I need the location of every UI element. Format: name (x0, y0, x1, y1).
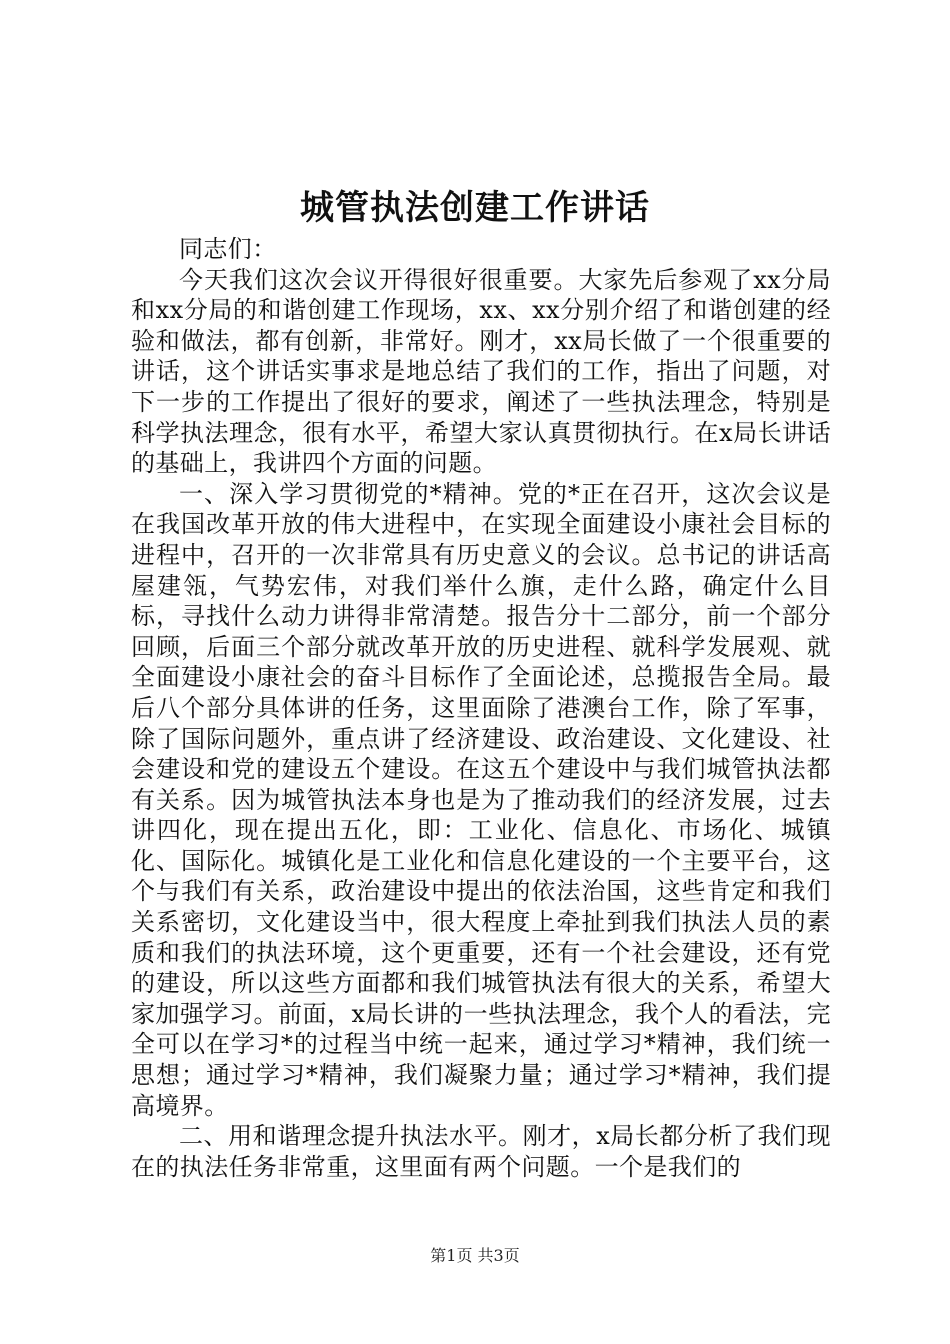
page-number-footer: 第1页 共3页 (430, 1246, 520, 1265)
document-body (131, 234, 831, 1182)
section-one-paragraph: 一、深入学习贯彻党的*精神。党的*正在召开，这次会议是在我国改革开放的伟大进程中，在实现全面建设小康社会目标的进程中，召开的一次非常具有历史意义的会议。总书记的讲话高屋建瓴，气势宏伟，对我们举什么旗，走什么路，确定什么目标，寻找什么动力讲得非常清楚。报告分十二部分，前一个部分回顾，后面三个部分就改革开放的历史进程、就科学发展观、就全面建设小康社会的奋斗目标作了全面论述，总揽报告全局。最后八个部分具体讲的任务，这里面除了港澳台工作，除了军事，除了国际问题外，重点讲了经济建设、政治建设、文化建设、社会建设和党的建设五个建设。在这五个建设中与我们城管执法都有关系。因为城管执法本身也是为了推动我们的经济发展，过去讲四化，现在提出五化，即：工业化、信息化、市场化、城镇化、国际化。城镇化是工业化和信息化建设的一个主要平台，这个与我们有关系，政治建设中提出的依法治国，这些肯定和我们关系密切，文化建设当中，很大程度上牵扯到我们执法人员的素质和我们的执法环境，这个更重要，还有一个社会建设，还有党的建设，所以这些方面都和我们城管执法有很大的关系，希望大家加强学习。前面，x局长讲的一些执法理念，我个人的看法，完全可以在学习*的过程当中统一起来，通过学习*精神，我们统一思想；通过学习*精神，我们凝聚力量；通过学习*精神，我们提高境界。 (131, 479, 831, 1120)
page-title: 城管执法创建工作讲话 (300, 188, 650, 228)
section-two-paragraph: 二、用和谐理念提升执法水平。刚才，x局长都分析了我们现在的执法任务非常重，这里面有两个问题。一个是我们的 (131, 1122, 831, 1181)
salutation-paragraph: 同志们： (179, 235, 277, 263)
intro-paragraph: 今天我们这次会议开得很好很重要。大家先后参观了xx分局和xx分局的和谐创建工作现场，xx、xx分别介绍了和谐创建的经验和做法，都有创新，非常好。刚才，xx局长做了一个很重要的讲话，这个讲话实事求是地总结了我们的工作，指出了问题，对下一步的工作提出了很好的要求，阐述了一些执法理念，特别是科学执法理念，很有水平，希望大家认真贯彻执行。在x局长讲话的基础上，我讲四个方面的问题。 (131, 265, 831, 478)
